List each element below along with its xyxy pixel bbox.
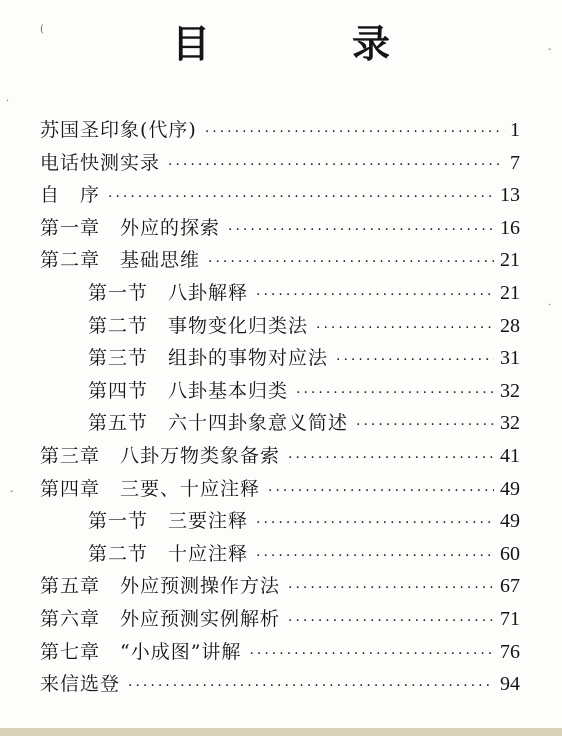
toc-entry — [40, 603, 520, 635]
toc-entry-title: 自 序 — [40, 184, 101, 207]
toc-page-number: 94 — [500, 673, 520, 696]
toc-entry-title: 第六章 外应预测实例解析 — [40, 608, 281, 630]
toc-entry-title: 第四节 八卦基本归类 — [88, 379, 289, 402]
dot-leader — [228, 214, 494, 246]
toc-page-number: 41 — [500, 445, 520, 467]
toc-entry-title: 第一章 外应的探索 — [40, 216, 221, 239]
toc-entry-title: 第五章 外应预测操作方法 — [40, 575, 281, 598]
toc-entry-title: 来信选登 — [40, 673, 121, 696]
dot-leader — [268, 475, 494, 507]
scan-speck: - — [10, 486, 14, 497]
toc-entry — [40, 636, 520, 668]
toc-entry — [88, 407, 520, 439]
dot-leader — [356, 409, 494, 441]
toc-entry-title: 第七章 “小成图”讲解 — [40, 640, 242, 663]
dot-leader — [288, 605, 494, 637]
page-title: 目 录 — [171, 21, 442, 66]
toc-entry-title: 电话快测实录 — [40, 151, 161, 174]
toc-page-number: 13 — [500, 184, 520, 207]
toc-entry-title: 第一节 八卦解释 — [88, 282, 249, 304]
scan-speck: - — [548, 44, 552, 55]
dot-leader — [249, 638, 494, 670]
toc-entry-title: 第五节 六十四卦象意义简述 — [88, 412, 349, 435]
toc-entry — [88, 375, 520, 407]
toc-page-number: 21 — [500, 249, 520, 272]
toc-page-number: 28 — [500, 314, 520, 337]
scan-speck: · — [6, 96, 10, 107]
toc-page-number: 31 — [500, 347, 520, 370]
toc-entry-title: 第二节 事物变化归类法 — [88, 314, 309, 337]
dot-leader — [208, 246, 494, 278]
toc-entry — [40, 570, 520, 602]
dot-leader — [288, 572, 494, 604]
toc-entry — [88, 538, 520, 570]
scan-speck: ( — [40, 24, 44, 35]
toc-entry — [88, 310, 520, 342]
toc-entry-title: 第一节 三要注释 — [88, 510, 249, 533]
toc-entry — [40, 440, 520, 472]
toc-entry — [40, 244, 520, 276]
toc-page-number: 67 — [500, 575, 520, 598]
toc-entry — [40, 473, 520, 505]
toc-entry — [40, 668, 520, 700]
toc-entry — [88, 342, 520, 374]
toc-page-number: 49 — [500, 477, 520, 500]
dot-leader — [256, 540, 494, 572]
dot-leader — [296, 377, 494, 409]
dot-leader — [128, 670, 494, 702]
dot-leader — [336, 344, 494, 376]
toc-page-number: 76 — [500, 640, 520, 663]
toc-page-number: 71 — [500, 608, 520, 630]
dot-leader — [256, 507, 494, 539]
dot-leader — [316, 312, 494, 344]
toc-entry — [40, 179, 520, 211]
dot-leader — [256, 279, 494, 311]
toc-page-number: 1 — [510, 119, 520, 141]
toc-page-number: 21 — [500, 282, 520, 304]
scan-speck: · — [548, 300, 552, 311]
toc-page-number: 32 — [500, 379, 520, 402]
toc-entry — [88, 277, 520, 309]
dot-leader — [288, 442, 494, 474]
dot-leader — [108, 181, 494, 213]
toc-entry — [40, 147, 520, 179]
dot-leader — [168, 149, 500, 181]
toc-entry-title: 第三章 八卦万物类象备索 — [40, 445, 281, 467]
toc-page-number: 49 — [500, 510, 520, 533]
toc-entry-title: 第二节 十应注释 — [88, 542, 249, 565]
toc-page-number: 60 — [500, 542, 520, 565]
toc-entry-title: 第四章 三要、十应注释 — [40, 477, 261, 500]
dot-leader — [205, 116, 500, 148]
toc-entry-title: 第三节 组卦的事物对应法 — [88, 347, 329, 370]
toc-page-number: 16 — [500, 216, 520, 239]
scan-border — [0, 728, 562, 736]
toc-entry — [40, 114, 520, 146]
toc-page-number: 32 — [500, 412, 520, 435]
toc-entry-title: 第二章 基础思维 — [40, 249, 201, 272]
toc-entry — [40, 212, 520, 244]
toc-entry — [88, 505, 520, 537]
toc-entry-title: 苏国圣印象(代序) — [40, 119, 197, 141]
toc-page-number: 7 — [510, 151, 520, 174]
